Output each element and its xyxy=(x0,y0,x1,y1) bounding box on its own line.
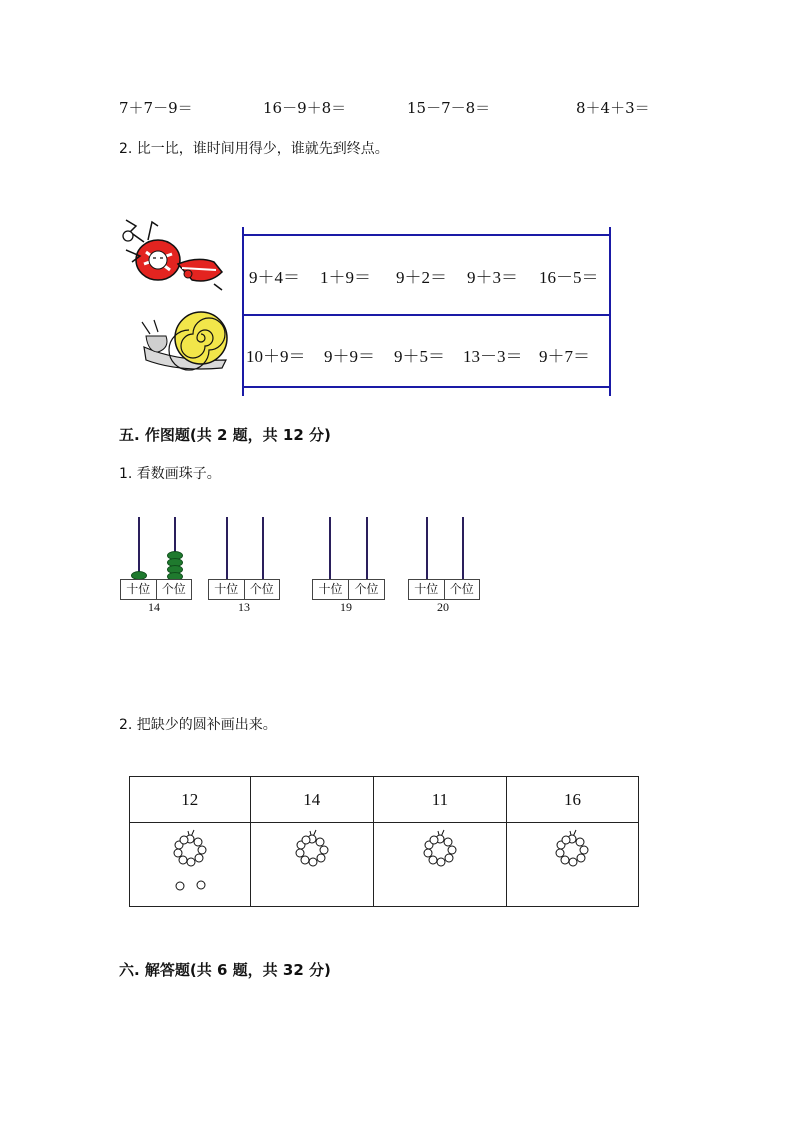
circle-table-header-row xyxy=(130,777,639,823)
abacus-tens-rod xyxy=(226,517,228,579)
race-eq-row2-4: 13－3＝ xyxy=(463,347,523,366)
circle-cell xyxy=(250,823,373,907)
abacus-ones-rod xyxy=(262,517,264,579)
place-value-box xyxy=(408,579,480,600)
ones-label: 个位 xyxy=(244,580,280,599)
race-track xyxy=(243,227,610,396)
tens-label: 十位 xyxy=(214,582,239,596)
circle-table-drawing-row xyxy=(130,823,639,907)
abacus-number: 14 xyxy=(148,600,160,614)
place-value-box xyxy=(312,579,385,600)
ones-label: 个位 xyxy=(156,580,192,599)
abacus-tens-rod xyxy=(138,517,140,579)
circle-table xyxy=(129,776,639,907)
abacus-tens-rod xyxy=(426,517,428,579)
question-2-text: 2. 比一比，谁时间用得少，谁就先到终点。 xyxy=(119,141,389,157)
race-eq-row2-2: 9＋9＝ xyxy=(324,347,375,366)
abacus-tens-rod xyxy=(329,517,331,579)
section-5-question-2: 2. 把缺少的圆补画出来。 xyxy=(119,717,277,733)
section-5-question-1: 1. 看数画珠子。 xyxy=(119,466,221,482)
circle-ring-icon xyxy=(160,827,220,897)
circle-cell xyxy=(506,823,638,907)
ones-label: 个位 xyxy=(444,580,480,599)
ones-label: 个位 xyxy=(348,580,384,599)
race-eq-row2-1: 10＋9＝ xyxy=(246,347,306,366)
place-value-box xyxy=(208,579,280,600)
circle-ring-icon xyxy=(542,827,602,897)
tens-label: 十位 xyxy=(126,582,151,596)
snail-icon xyxy=(142,312,227,370)
race-eq-row1-2: 1＋9＝ xyxy=(320,268,371,287)
circle-ring-icon xyxy=(282,827,342,897)
rabbit-icon xyxy=(123,220,222,290)
abacus-ones-rod xyxy=(462,517,464,579)
race-eq-row2-5: 9＋7＝ xyxy=(539,347,590,366)
circle-table-number: 16 xyxy=(506,777,638,823)
race-eq-row1-4: 9＋3＝ xyxy=(467,268,518,287)
race-illustration xyxy=(118,212,618,402)
equation-2: 16－9＋8＝ xyxy=(263,99,347,117)
equation-3: 15－7－8＝ xyxy=(407,99,491,117)
abacus-ones-rod xyxy=(366,517,368,579)
abacus-number: 19 xyxy=(340,600,352,614)
circle-ring-icon xyxy=(410,827,470,897)
circle-cell xyxy=(130,823,251,907)
equation-4: 8＋4＋3＝ xyxy=(576,99,650,117)
circle-table-number: 12 xyxy=(130,777,251,823)
race-eq-row1-3: 9＋2＝ xyxy=(396,268,447,287)
equation-1: 7＋7－9＝ xyxy=(119,99,193,117)
circle-table-number: 14 xyxy=(250,777,373,823)
race-eq-row1-1: 9＋4＝ xyxy=(249,268,300,287)
abacus-number: 20 xyxy=(437,600,449,614)
section-5-heading: 五. 作图题(共 2 题，共 12 分) xyxy=(119,426,331,444)
circle-cell xyxy=(373,823,506,907)
tens-label: 十位 xyxy=(414,582,439,596)
abacus-number: 13 xyxy=(238,600,250,614)
place-value-box xyxy=(120,579,192,600)
circle-table-number: 11 xyxy=(373,777,506,823)
section-6-heading: 六. 解答题(共 6 题，共 32 分) xyxy=(119,961,331,979)
race-eq-row1-5: 16－5＝ xyxy=(539,268,599,287)
race-eq-row2-3: 9＋5＝ xyxy=(394,347,445,366)
tens-label: 十位 xyxy=(318,582,343,596)
